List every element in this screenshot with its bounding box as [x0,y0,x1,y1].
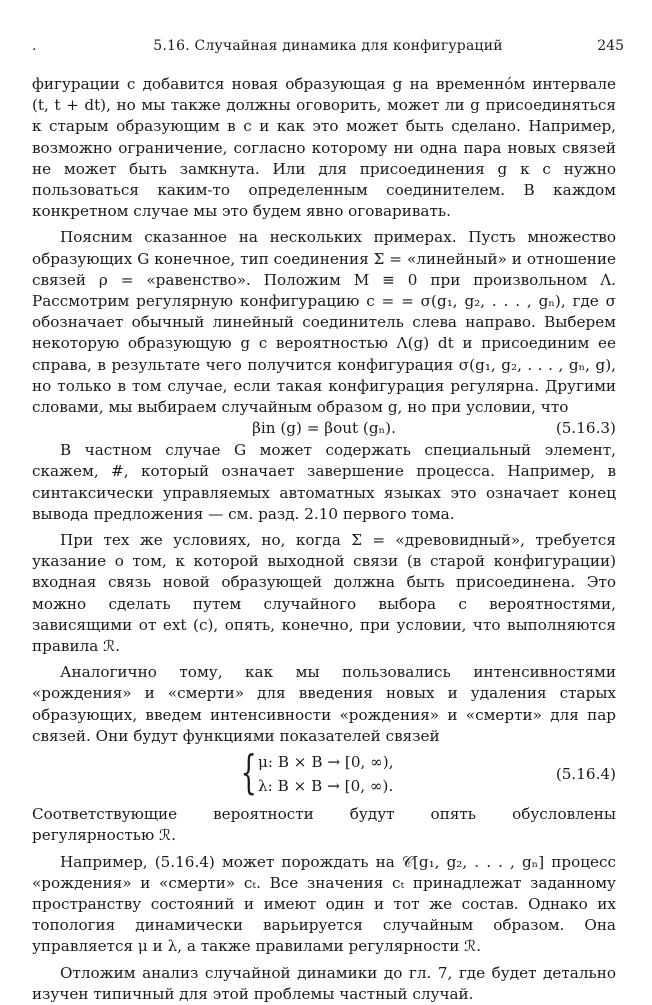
paragraph-4: При тех же условиях, но, когда Σ = «древовидный», требуется указание о том, к которой выходной связи (в старой конфигурации) входная связь новой образующей должна быть присоединена. Это можно сделать путем случайного выбора с вероятностями, зависящими от ext (c), опять, конечно, при условии, что выполняются правила ℛ. [32,531,616,656]
paragraph-5: Аналогично тому, как мы пользовались интенсивностями «рождения» и «смерти» для введения новых и удаления старых образующих, введем интенсивности «рождения» и «смерти» для пар связей. Они будут функциями показателей связей [32,663,616,745]
equation-5-16-3 [32,418,616,440]
paragraph-6: Соответствующие вероятности будут опять обусловлены регулярностью ℛ. [32,805,616,845]
paragraph-2: Поясним сказанное на нескольких примерах. Пусть множество образующих G конечное, тип соединения Σ = «линейный» и отношение связей ρ = «равенство». Положим M ≡ 0 при произвольном Λ. Рассмотрим регулярную конфигурацию c = = σ(g₁, g₂, . . . , gₙ), где σ обозначает обычный линейный соединитель слева направо. Выберем некоторую образующую g с вероятностью Λ(g) dt и присоединим ее справа, в результате чего получится конфигурация σ(g₁, g₂, . . . , gₙ, g), но только в том случае, если такая конфигурация регулярна. Другими словами, мы выбираем случайным образом g, но при условии, что [32,228,616,417]
paragraph-8: Отложим анализ случайной динамики до гл. 7, где будет детально изучен типичный для этой проблемы частный случай. [32,963,616,1003]
curly-brace-icon: { [240,745,257,800]
paragraph-7: Например, (5.16.4) может порождать на 𝒞[g₁, g₂, . . . , gₙ] процесс «рождения» и «смерти» cₜ. Все значения cₜ принадлежат заданному пространству состояний и имеют один и тот же состав. Однако их топология динамически варьируется случайным образом. Она управляется μ и λ, а также правилами регулярности ℛ. [32,852,616,956]
header-dot: . [32,38,37,54]
running-header [32,34,624,58]
equation-body: βin (g) = βout (gₙ). [252,419,396,438]
equation-system-5-16-4 [32,745,616,802]
page-number: 245 [597,38,624,54]
paragraph-3: В частном случае G может содержать специальный элемент, скажем, #, который означает завершение процесса. Например, в синтаксически управляемых автоматных языках это означает конец вывода предложения — см. разд. 2.10 первого тома. [32,441,616,523]
paragraph-1: фигурации c добавится новая образующая g на временнóм интервале (t, t + dt), но мы также должны оговорить, может ли g присоединяться к старым образующим в c и как это может быть сделано. Например, возможно ограничение, согласно которому ни одна пара новых связей не может быть замкнута. Или для присоединения g к c нужно пользоваться каким-то определенным соединителем. В каждом конкретном случае мы это будем явно оговаривать. [32,75,616,221]
system-line-lambda: λ: B × B → [0, ∞). [258,777,394,796]
equation-number: (5.16.3) [555,419,616,438]
system-line-mu: μ: B × B → [0, ∞), [258,753,394,772]
body-text [32,74,616,1005]
equation-number: (5.16.4) [555,765,616,784]
running-title: 5.16. Случайная динамика для конфигураций [153,38,503,54]
